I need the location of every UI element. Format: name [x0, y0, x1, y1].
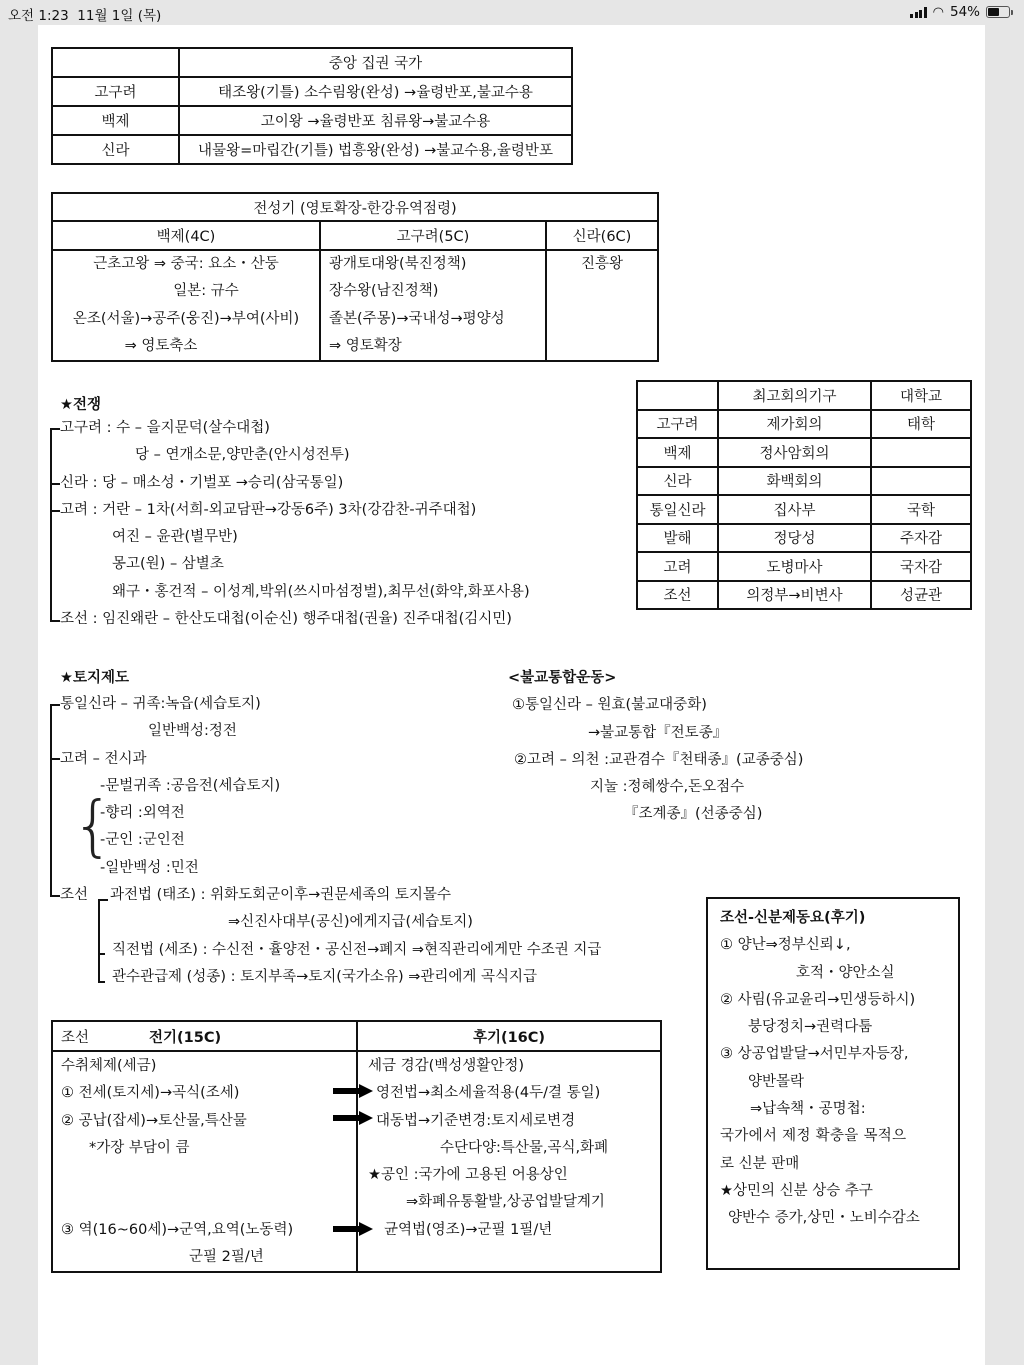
col-header	[637, 381, 718, 410]
central-state-table	[51, 47, 573, 165]
council-table	[636, 380, 972, 610]
tax-line: ① 전세(토지세)→곡식(조세)	[61, 1085, 240, 1102]
status-line: 양반몰락	[748, 1073, 805, 1090]
heyday-table	[51, 192, 659, 362]
tax-line: ★공인 :국가에 고용된 어용상인	[368, 1167, 568, 1184]
tax-line: 수취체제(세금)	[61, 1058, 157, 1074]
bracket-tick	[50, 620, 60, 622]
cell: 태학	[871, 410, 971, 439]
status-line: ③ 상공업발달→서민부자등장,	[720, 1046, 909, 1063]
cell: 고려	[637, 552, 718, 581]
bracket-tick	[50, 510, 60, 512]
tax-line: 수단다양:특산물,곡식,화폐	[440, 1139, 609, 1156]
wifi-icon: ◠	[932, 4, 944, 20]
status-date: 11월 1일 (목)	[77, 8, 162, 24]
tax-line: 군필 2필/년	[189, 1249, 264, 1266]
cell: 성균관	[871, 581, 971, 610]
land-line: -군인 :군인전	[100, 832, 185, 849]
status-change-box	[706, 897, 960, 1270]
silla-cell	[546, 250, 658, 361]
land-line: -향리 :외역전	[100, 805, 185, 822]
land-title: ★토지제도	[60, 670, 130, 686]
war-bracket	[50, 428, 52, 621]
cell: 국학	[871, 495, 971, 524]
land-line: 조선	[60, 887, 89, 904]
line: 일본: 규수	[173, 283, 239, 300]
cell	[871, 467, 971, 496]
tax-line: ③ 역(16~60세)→군역,요역(노동력)	[61, 1221, 294, 1238]
buddhism-line: →불교통합『전토종』	[588, 724, 728, 741]
col-header: 대학교	[871, 381, 971, 410]
line: 광개토대왕(북진정책)	[329, 256, 467, 272]
state-text: 내물왕=마립간(기틀) 법흥왕(완성) →불교수용,율령반포	[179, 135, 572, 164]
late-header: 후기(16C)	[357, 1021, 661, 1051]
late-cell	[357, 1051, 661, 1272]
buddhism-section	[508, 665, 803, 829]
buddhism-title: <불교통합운동>	[508, 670, 617, 686]
cell: 통일신라	[637, 495, 718, 524]
line: 온조(서울)→공주(웅진)→부여(사비)	[72, 310, 300, 327]
war-line: 당 – 연개소문,양만춘(안시성전투)	[135, 447, 350, 464]
state-cell: 백제	[52, 106, 179, 135]
bracket-tick	[50, 428, 60, 430]
line: 진흥왕	[580, 256, 624, 272]
line: 졸본(주몽)→국내성→평양성	[329, 310, 505, 327]
cell: 백제	[637, 438, 718, 467]
status-line: 로 신분 판매	[720, 1155, 800, 1172]
cell: 정사암회의	[718, 438, 871, 467]
land-bracket	[50, 704, 52, 897]
status-time: 오전 1:23	[8, 8, 69, 24]
war-line: 여진 – 윤관(별무반)	[112, 529, 238, 546]
war-line: 고려 : 거란 – 1차(서희-외교담판→강동6주) 3차(강감찬-귀주대첩)	[60, 501, 477, 518]
arrow-right-icon	[333, 1222, 373, 1236]
col-header: 최고회의기구	[718, 381, 871, 410]
war-lines	[60, 415, 530, 633]
tax-line: ② 공납(잡세)→토산물,특산물	[61, 1112, 247, 1129]
status-bar	[0, 0, 1024, 25]
tax-line: ⇒화폐유통활발,상공업발달계기	[406, 1194, 605, 1211]
tax-line: 영전법→최소세율적용(4두/결 통일)	[376, 1085, 601, 1102]
curly-brace: {	[72, 787, 114, 864]
buddhism-line: 지눌 :정혜쌍수,돈오점수	[590, 779, 745, 796]
early-header: 전기(15C)	[149, 1029, 222, 1046]
state-cell: 신라	[52, 135, 179, 164]
land-line: 과전법 (태조) : 위화도회군이후→권문세족의 토지몰수	[110, 887, 451, 904]
signal-icon	[910, 7, 927, 18]
land-line: -일반백성 :민전	[100, 859, 199, 876]
cell: 정당성	[718, 524, 871, 553]
arrow-right-icon	[333, 1084, 373, 1098]
status-line: 붕당정치→권력다툼	[748, 1019, 873, 1036]
line: 근초고왕 ⇒ 중국: 요소・산둥	[93, 256, 279, 272]
line: ⇒ 영토축소	[124, 337, 198, 354]
land-line: 고려 – 전시과	[60, 750, 147, 767]
state-cell: 고구려	[52, 77, 179, 106]
state-text: 고이왕 →율령반포 침류왕→불교수용	[179, 106, 572, 135]
bracket-tick	[50, 704, 60, 706]
battery-percent: 54%	[949, 4, 980, 20]
land-line: 통일신라 – 귀족:녹읍(세습토지)	[60, 696, 261, 712]
cell: 집사부	[718, 495, 871, 524]
tax-line: 세금 경감(백성생활안정)	[368, 1058, 524, 1074]
land-line: -문벌귀족 :공음전(세습토지)	[100, 777, 281, 794]
col-header: 백제(4C)	[52, 221, 320, 250]
col-header: 고구려(5C)	[320, 221, 546, 250]
buddhism-line: ①통일신라 – 원효(불교대중화)	[512, 697, 707, 714]
corner-label: 조선	[61, 1029, 90, 1046]
cell: 제가회의	[718, 410, 871, 439]
status-line: 양반수 증가,상민・노비수감소	[728, 1210, 920, 1227]
status-change-title: 조선-신분제동요(후기)	[720, 910, 866, 926]
cell: 발해	[637, 524, 718, 553]
early-cell	[52, 1051, 357, 1272]
cell: 국자감	[871, 552, 971, 581]
arrow-right-icon	[333, 1111, 373, 1125]
war-title: ★전쟁	[60, 397, 102, 413]
land-line: 관수관급제 (성종) : 토지부족→토지(국가소유) ⇒관리에게 곡식지급	[112, 968, 538, 985]
cell	[871, 438, 971, 467]
line: ⇒ 영토확장	[329, 337, 402, 354]
cell: 조선	[637, 581, 718, 610]
cell: 의정부→비변사	[718, 581, 871, 610]
early-header-cell	[52, 1021, 357, 1051]
bracket-tick	[50, 483, 60, 485]
status-line: 호적・양안소실	[796, 964, 895, 981]
bracket-tick	[50, 758, 60, 760]
land-line: 일반백성:정전	[148, 723, 237, 740]
baekje-cell	[52, 250, 320, 361]
land-line: 직전법 (세조) : 수신전・휼양전・공신전→폐지 ⇒현직관리에게만 수조권 지급	[112, 941, 602, 958]
war-line: 고구려 : 수 – 을지문덕(살수대첩)	[60, 420, 270, 436]
state-text: 태조왕(기틀) 소수림왕(완성) →율령반포,불교수용	[179, 77, 572, 106]
goguryeo-cell	[320, 250, 546, 361]
central-state-header: 중앙 집권 국가	[179, 48, 572, 77]
status-line: 국가에서 제정 확충을 목적으	[720, 1128, 907, 1145]
cell: 고구려	[637, 410, 718, 439]
col-header: 신라(6C)	[546, 221, 658, 250]
tax-line: 균역법(영조)→군필 1필/년	[384, 1221, 553, 1238]
line: 장수왕(남진정책)	[329, 283, 439, 300]
buddhism-line: ②고려 – 의천 :교관겸수『천태종』(교종중심)	[514, 751, 804, 768]
tax-line: 대동법→기준변경:토지세로변경	[376, 1112, 576, 1129]
status-line: ① 양난⇒정부신뢰↓,	[720, 937, 851, 954]
land-line: ⇒신진사대부(공신)에게지급(세습토지)	[228, 914, 473, 931]
status-line: ⇒납속책・공명첩:	[750, 1101, 866, 1118]
heyday-title: 전성기 (영토확장-한강유역점령)	[52, 193, 658, 221]
bracket-tick	[50, 895, 60, 897]
war-line: 몽고(원) – 삼별초	[112, 556, 224, 573]
document-page	[38, 25, 985, 1365]
tax-line: *가장 부담이 큼	[89, 1139, 190, 1156]
war-line: 조선 : 임진왜란 – 한산도대첩(이순신) 행주대첩(권율) 진주대첩(김시민)	[60, 611, 512, 628]
status-line: ② 사림(유교윤리→민생등하시)	[720, 991, 916, 1008]
cell: 도병마사	[718, 552, 871, 581]
battery-icon	[986, 6, 1010, 18]
cell: 화백회의	[718, 467, 871, 496]
war-line: 왜구・홍건적 – 이성계,박위(쓰시마섬정벌),최무선(화약,화포사용)	[112, 583, 530, 600]
war-line: 신라 : 당 – 매소성・기벌포 →승리(삼국통일)	[60, 474, 344, 491]
cell: 신라	[637, 467, 718, 496]
buddhism-line: 『조계종』(선종중심)	[624, 806, 763, 823]
cell: 주자감	[871, 524, 971, 553]
status-line: ★상민의 신분 상승 추구	[720, 1182, 873, 1199]
